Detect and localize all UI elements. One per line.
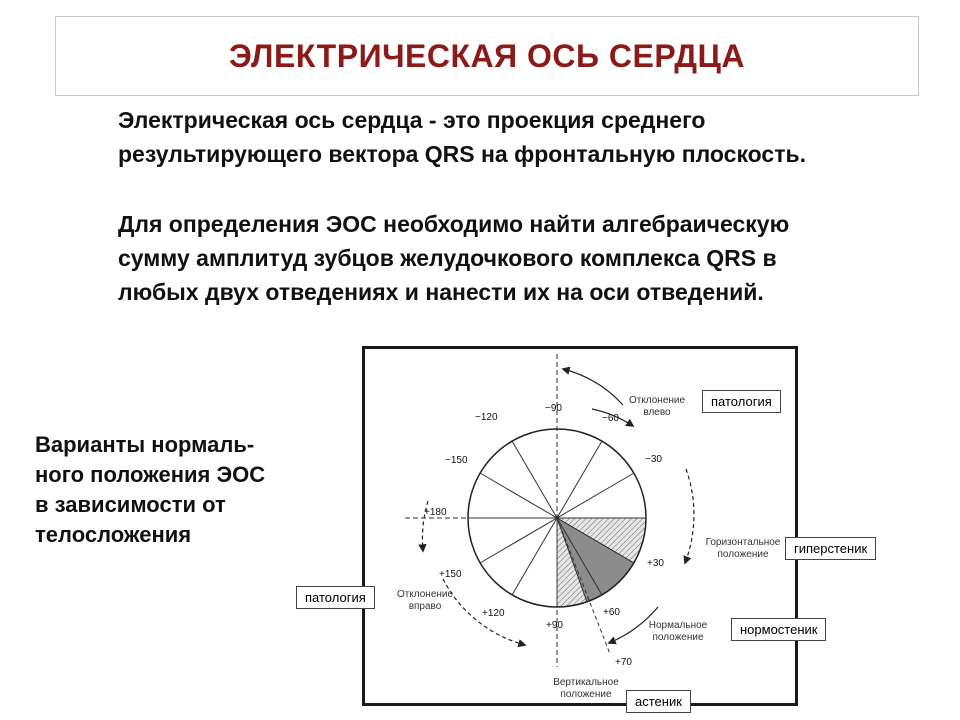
hypersthenic-tag: гиперстеник bbox=[785, 537, 876, 560]
normosthenic-tag: нормостеник bbox=[731, 618, 826, 641]
variants-note: Варианты нормаль- ного положения ЭОС в зависимости от телосложения bbox=[35, 432, 266, 547]
angle-p150: +150 bbox=[439, 569, 462, 580]
angle-m30: −30 bbox=[645, 454, 662, 465]
angle-p120: +120 bbox=[482, 608, 505, 619]
horizontal-label-1: Горизонтальное bbox=[705, 537, 781, 548]
right-deviation-label-1: Отклонение bbox=[396, 589, 454, 600]
angle-m60: −60 bbox=[602, 413, 619, 424]
page-title: ЭЛЕКТРИЧЕСКАЯ ОСЬ СЕРДЦА bbox=[229, 37, 745, 74]
normal-label-1: Нормальное bbox=[648, 620, 708, 631]
angle-m150: −150 bbox=[445, 455, 468, 466]
pathology-tag-left: патология bbox=[296, 586, 375, 609]
normal-label-2: положение bbox=[652, 632, 704, 643]
vertical-label-1: Вертикальное bbox=[553, 677, 619, 688]
vertical-label-2: положение bbox=[560, 689, 612, 700]
pathology-tag-right: патология bbox=[702, 390, 781, 413]
asthenic-tag: астеник bbox=[626, 690, 691, 713]
horizontal-label-2: положение bbox=[717, 549, 769, 560]
angle-p180: +180 bbox=[424, 507, 447, 518]
angle-p70: +70 bbox=[615, 657, 632, 668]
title-box bbox=[55, 16, 919, 96]
left-deviation-arrow bbox=[563, 369, 623, 405]
angle-p90: +90 bbox=[546, 620, 563, 631]
angle-p30: +30 bbox=[647, 558, 664, 569]
right-deviation-label-2: вправо bbox=[408, 601, 442, 612]
left-deviation-label-1: Отклонение bbox=[628, 395, 686, 406]
angle-m120: −120 bbox=[475, 412, 498, 423]
definition-paragraph: Электрическая ось сердца - это проекция среднего результирующего вектора QRS на фронтальную плоскость. bbox=[118, 107, 807, 167]
method-paragraph: Для определения ЭОС необходимо найти алгебраическую сумму амплитуд зубцов желудочкового комплекса QRS в любых двух отведениях и нанести их на оси отведений. bbox=[118, 211, 790, 305]
left-deviation-label-2: влево bbox=[643, 407, 671, 418]
right-side-arrow bbox=[685, 469, 694, 563]
angle-m90: −90 bbox=[545, 403, 562, 414]
angle-p60: +60 bbox=[603, 607, 620, 618]
